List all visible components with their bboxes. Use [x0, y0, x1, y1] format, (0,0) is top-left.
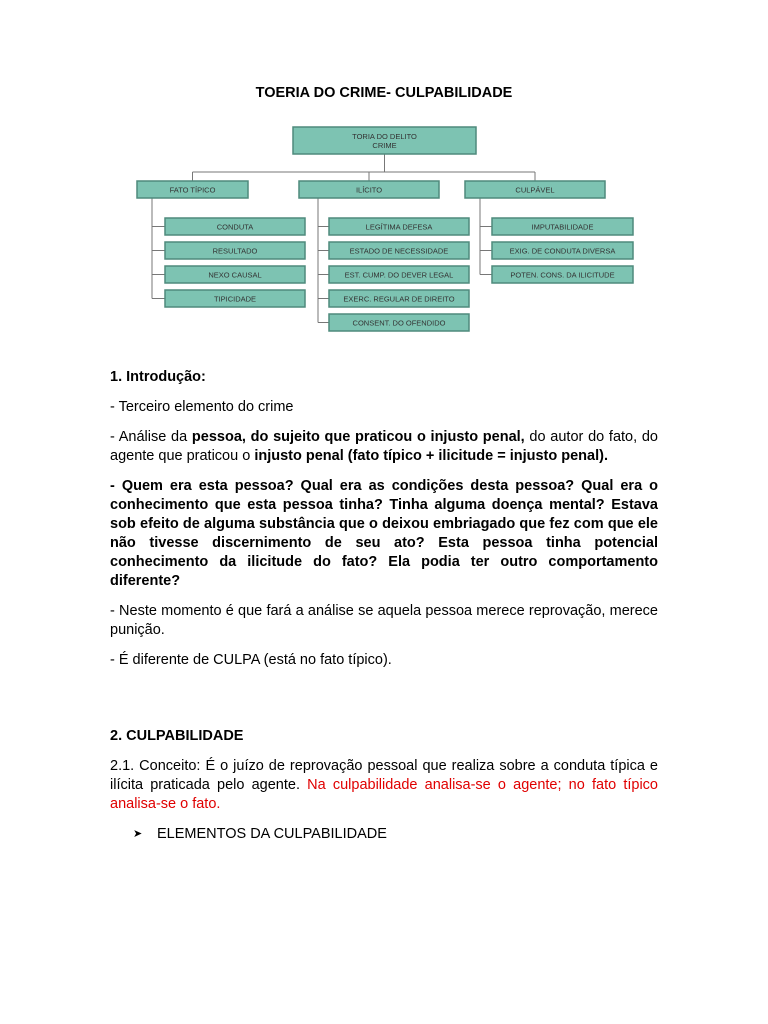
diagram-branch-2-child-1 — [329, 218, 469, 235]
diagram-branch-1-child-3-label: NEXO CAUSAL — [208, 270, 262, 280]
diagram-branch-3 — [465, 181, 605, 198]
diagram-branch-3-child-1 — [492, 218, 633, 235]
intro-point-5: - É diferente de CULPA (está no fato típico). — [110, 652, 392, 668]
diagram-branch-3-child-1-label: IMPUTABILIDADE — [531, 222, 594, 232]
intro-point-4: - Neste momento é que fará a análise se aquela pessoa merece reprovação, merece punição. — [110, 603, 658, 638]
diagram-branch-2-child-1-label: LEGÍTIMA DEFESA — [365, 222, 433, 232]
diagram-branch-1-child-1 — [165, 218, 305, 235]
diagram-root-box-label: TORIA DO DELITO — [352, 132, 417, 141]
diagram-branch-1-child-1-label: CONDUTA — [216, 222, 254, 232]
diagram-branch-2-child-2-label: ESTADO DE NECESSIDADE — [349, 246, 449, 256]
diagram-branch-2-child-2 — [329, 242, 469, 259]
diagram-branch-1-label: FATO TÍPICO — [169, 185, 216, 195]
diagram-root-box — [293, 127, 476, 154]
section-2-heading: 2. CULPABILIDADE — [110, 728, 244, 744]
diagram-branch-1 — [137, 181, 248, 198]
diagram-branch-1-child-4 — [165, 290, 305, 307]
diagram-branch-2-child-5 — [329, 314, 469, 331]
diagram-branch-2-child-5-label: CONSENT. DO OFENDIDO — [352, 318, 446, 328]
diagram-branch-1-child-2-label: RESULTADO — [212, 246, 258, 256]
intro-point-2: - Análise da pessoa, do sujeito que praticou o injusto penal, do autor do fato, do agente que praticou o injusto penal (fato típico + ilicitude = injusto penal). — [110, 429, 658, 464]
diagram-branch-2-label: ILÍCITO — [355, 185, 383, 195]
diagram-root-box-label: CRIME — [372, 141, 397, 150]
crime-theory-diagram — [0, 0, 768, 345]
diagram-branch-3-child-3-label: POTEN. CONS. DA ILICITUDE — [510, 270, 615, 280]
diagram-branch-1-child-3 — [165, 266, 305, 283]
diagram-branch-2 — [299, 181, 439, 198]
diagram-branch-3-child-2-label: EXIG. DE CONDUTA DIVERSA — [509, 246, 616, 256]
diagram-branch-2-child-4-label: EXERC. REGULAR DE DIREITO — [343, 294, 455, 304]
document-body — [110, 368, 658, 844]
diagram-branch-3-child-2 — [492, 242, 633, 259]
diagram-branch-3-label: CULPÁVEL — [515, 185, 555, 195]
intro-point-1: - Terceiro elemento do crime — [110, 399, 294, 415]
section-1-heading: 1. Introdução: — [110, 369, 206, 385]
diagram-branch-2-child-3-label: EST. CUMP. DO DEVER LEGAL — [344, 270, 454, 280]
diagram-branch-2-child-4 — [329, 290, 469, 307]
intro-questions: - Quem era esta pessoa? Qual era as condições desta pessoa? Qual era o conhecimento que esta pessoa tinha? Tinha alguma doença mental? Estava sob efeito de alguma substância que o deixou embriagado que fez com que ele não tivesse discernimento de seu ato? Esta pessoa tinha potencial conhecimento da ilicitude do fato? Ela podia ter outro comportamento diferente? — [110, 478, 658, 589]
diagram-branch-2-child-3 — [329, 266, 469, 283]
diagram-branch-1-child-4-label: TIPICIDADE — [213, 294, 257, 304]
bullet-text: ELEMENTOS DA CULPABILIDADE — [157, 826, 387, 842]
diagram-branch-1-child-2 — [165, 242, 305, 259]
bullet-elementos — [133, 825, 658, 844]
diagram-branch-3-child-3 — [492, 266, 633, 283]
arrow-bullet-icon: ➤ — [133, 828, 143, 840]
page-title: TOERIA DO CRIME- CULPABILIDADE — [255, 85, 513, 101]
concept-paragraph: 2.1. Conceito: É o juízo de reprovação pessoal que realiza sobre a conduta típica e ilícita praticada pelo agente. Na culpabilidade analisa-se o agente; no fato típico analisa-se o fato. — [110, 758, 658, 812]
